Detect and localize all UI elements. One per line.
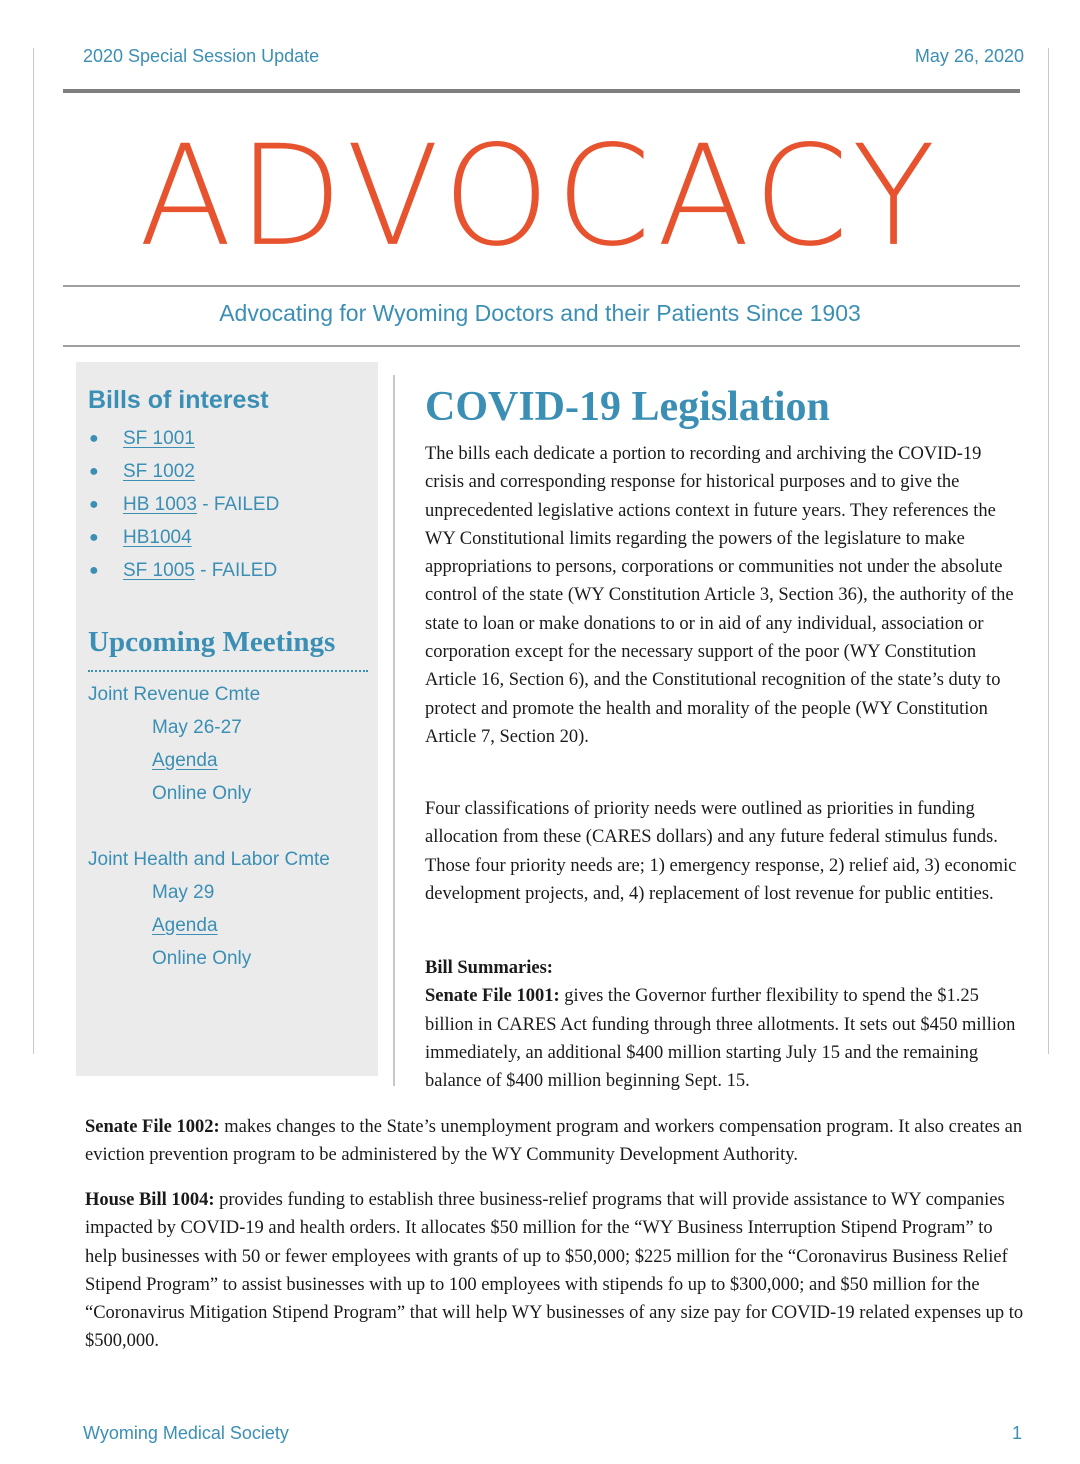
header-rule [63,89,1020,93]
bills-list [76,428,279,593]
bills-heading: Bills of interest [88,386,269,414]
bill-link-sf1001[interactable]: SF 1001 [123,428,195,449]
bill-item [76,461,279,494]
tagline: Advocating for Wyoming Doctors and their Patients Since 1903 [219,300,861,326]
footer-org-name: Wyoming Medical Society [83,1423,289,1443]
bill-item [76,428,279,461]
bill-summary-hb1004 [85,1186,1025,1356]
bill-link-sf1002[interactable]: SF 1002 [123,461,195,482]
meeting-agenda-row [88,750,260,783]
meeting-location: Online Only [152,783,252,804]
bill-link-sf1005[interactable]: SF 1005 [123,560,195,581]
masthead-title-text: ADVOCACY [138,116,942,278]
bullet-icon: ● [89,463,99,480]
meetings-heading: Upcoming Meetings [88,626,336,658]
meeting-date: May 29 [152,882,215,903]
bullet-icon: ● [89,529,99,546]
meeting-item [88,684,260,816]
bill-link-hb1003[interactable]: HB 1003 [123,494,197,515]
masthead-rule-bottom [63,345,1020,347]
bill-summary-sf1002 [85,1113,1025,1170]
bill-summary-sf1001 [425,954,1025,1095]
header-date: May 26, 2020 [914,46,1024,66]
meeting-location: Online Only [152,948,252,969]
bill-item [76,494,279,527]
bill-item [76,560,279,593]
bullet-icon: ● [89,496,99,513]
dotted-divider [88,670,368,672]
meeting-agenda-row [88,915,330,948]
meeting-committee: Joint Revenue Cmte [88,684,261,705]
article-title: COVID-19 Legislation [425,384,830,430]
masthead-title [0,112,1080,282]
summary-label: House Bill 1004: [85,1190,215,1210]
bill-status: - FAILED [196,494,280,515]
summary-label: Senate File 1002: [85,1117,220,1137]
summary-text: makes changes to the State’s unemployment program and workers compensation program. It also creates an eviction prevention program to be administered by the WY Community Development Authority. [85,1117,1023,1166]
meeting-committee: Joint Health and Labor Cmte [88,849,330,870]
bullet-icon: ● [89,430,99,447]
header-session-title: 2020 Special Session Update [83,46,320,66]
bill-link-hb1004[interactable]: HB1004 [123,527,192,548]
article-paragraph-priorities: Four classifications of priority needs were outlined as priorities in funding allocation from these (CARES dollars) and any future federal stimulus funds. Those four priority needs are; 1) emergency response, 2) relief aid, 3) economic development projects, and, 4) replacement of lost revenue for public entities. [425,799,1017,904]
bullet-icon: ● [89,562,99,579]
summaries-heading: Bill Summaries: [425,958,553,978]
masthead-rule-top [63,285,1020,287]
summary-text: provides funding to establish three business-relief programs that will provide assistance to WY companies impacted by COVID-19 and health orders. It allocates $50 million for the “WY Business Interruption Stipend Program” to help businesses with 50 or fewer employees with grants of up to $50,000; $225 million for the “Coronavirus Business Relief Stipend Program” to assist businesses with up to 100 employees with stipends fo up to $300,000; and $50 million for the “Coronavirus Mitigation Stipend Program” that will help WY businesses of any size pay for COVID-19 related expenses up to $500,000. [85,1190,1024,1352]
agenda-link[interactable]: Agenda [152,915,218,936]
sidebar [76,362,378,1076]
footer-page-number: 1 [1011,1423,1022,1443]
bill-status: - FAILED [194,560,278,581]
column-divider [393,375,395,1086]
article-paragraph-intro: The bills each dedicate a portion to recording and archiving the COVID-19 crisis and corresponding response for historical purposes and to give the unprecedented legislative actions context in future years. They references the WY Constitutional limits regarding the powers of the legislature to make appropriations to persons, corporations or communities not under the absolute control of the state (WY Constitution Article 3, Section 36), the authority of the state to loan or make donations to or in aid of any individual, association or corporation except for the necessary support of the poor (WY Constitution Article 16, Section 6), and the Constitutional recognition of the state’s duty to protect and promote the health and morality of the people (WY Constitution Article 7, Section 20). [425,444,1014,747]
summary-text: gives the Governor further flexibility to spend the $1.25 billion in CARES Act funding through three allotments. It sets out $450 million immediately, an additional $400 million starting July 15 and the remaining balance of $400 million beginning Sept. 15. [425,986,1016,1092]
meeting-date: May 26-27 [152,717,242,738]
bill-item [76,527,279,560]
summary-label: Senate File 1001: [425,986,560,1007]
meeting-item [88,849,330,981]
agenda-link[interactable]: Agenda [152,750,218,771]
